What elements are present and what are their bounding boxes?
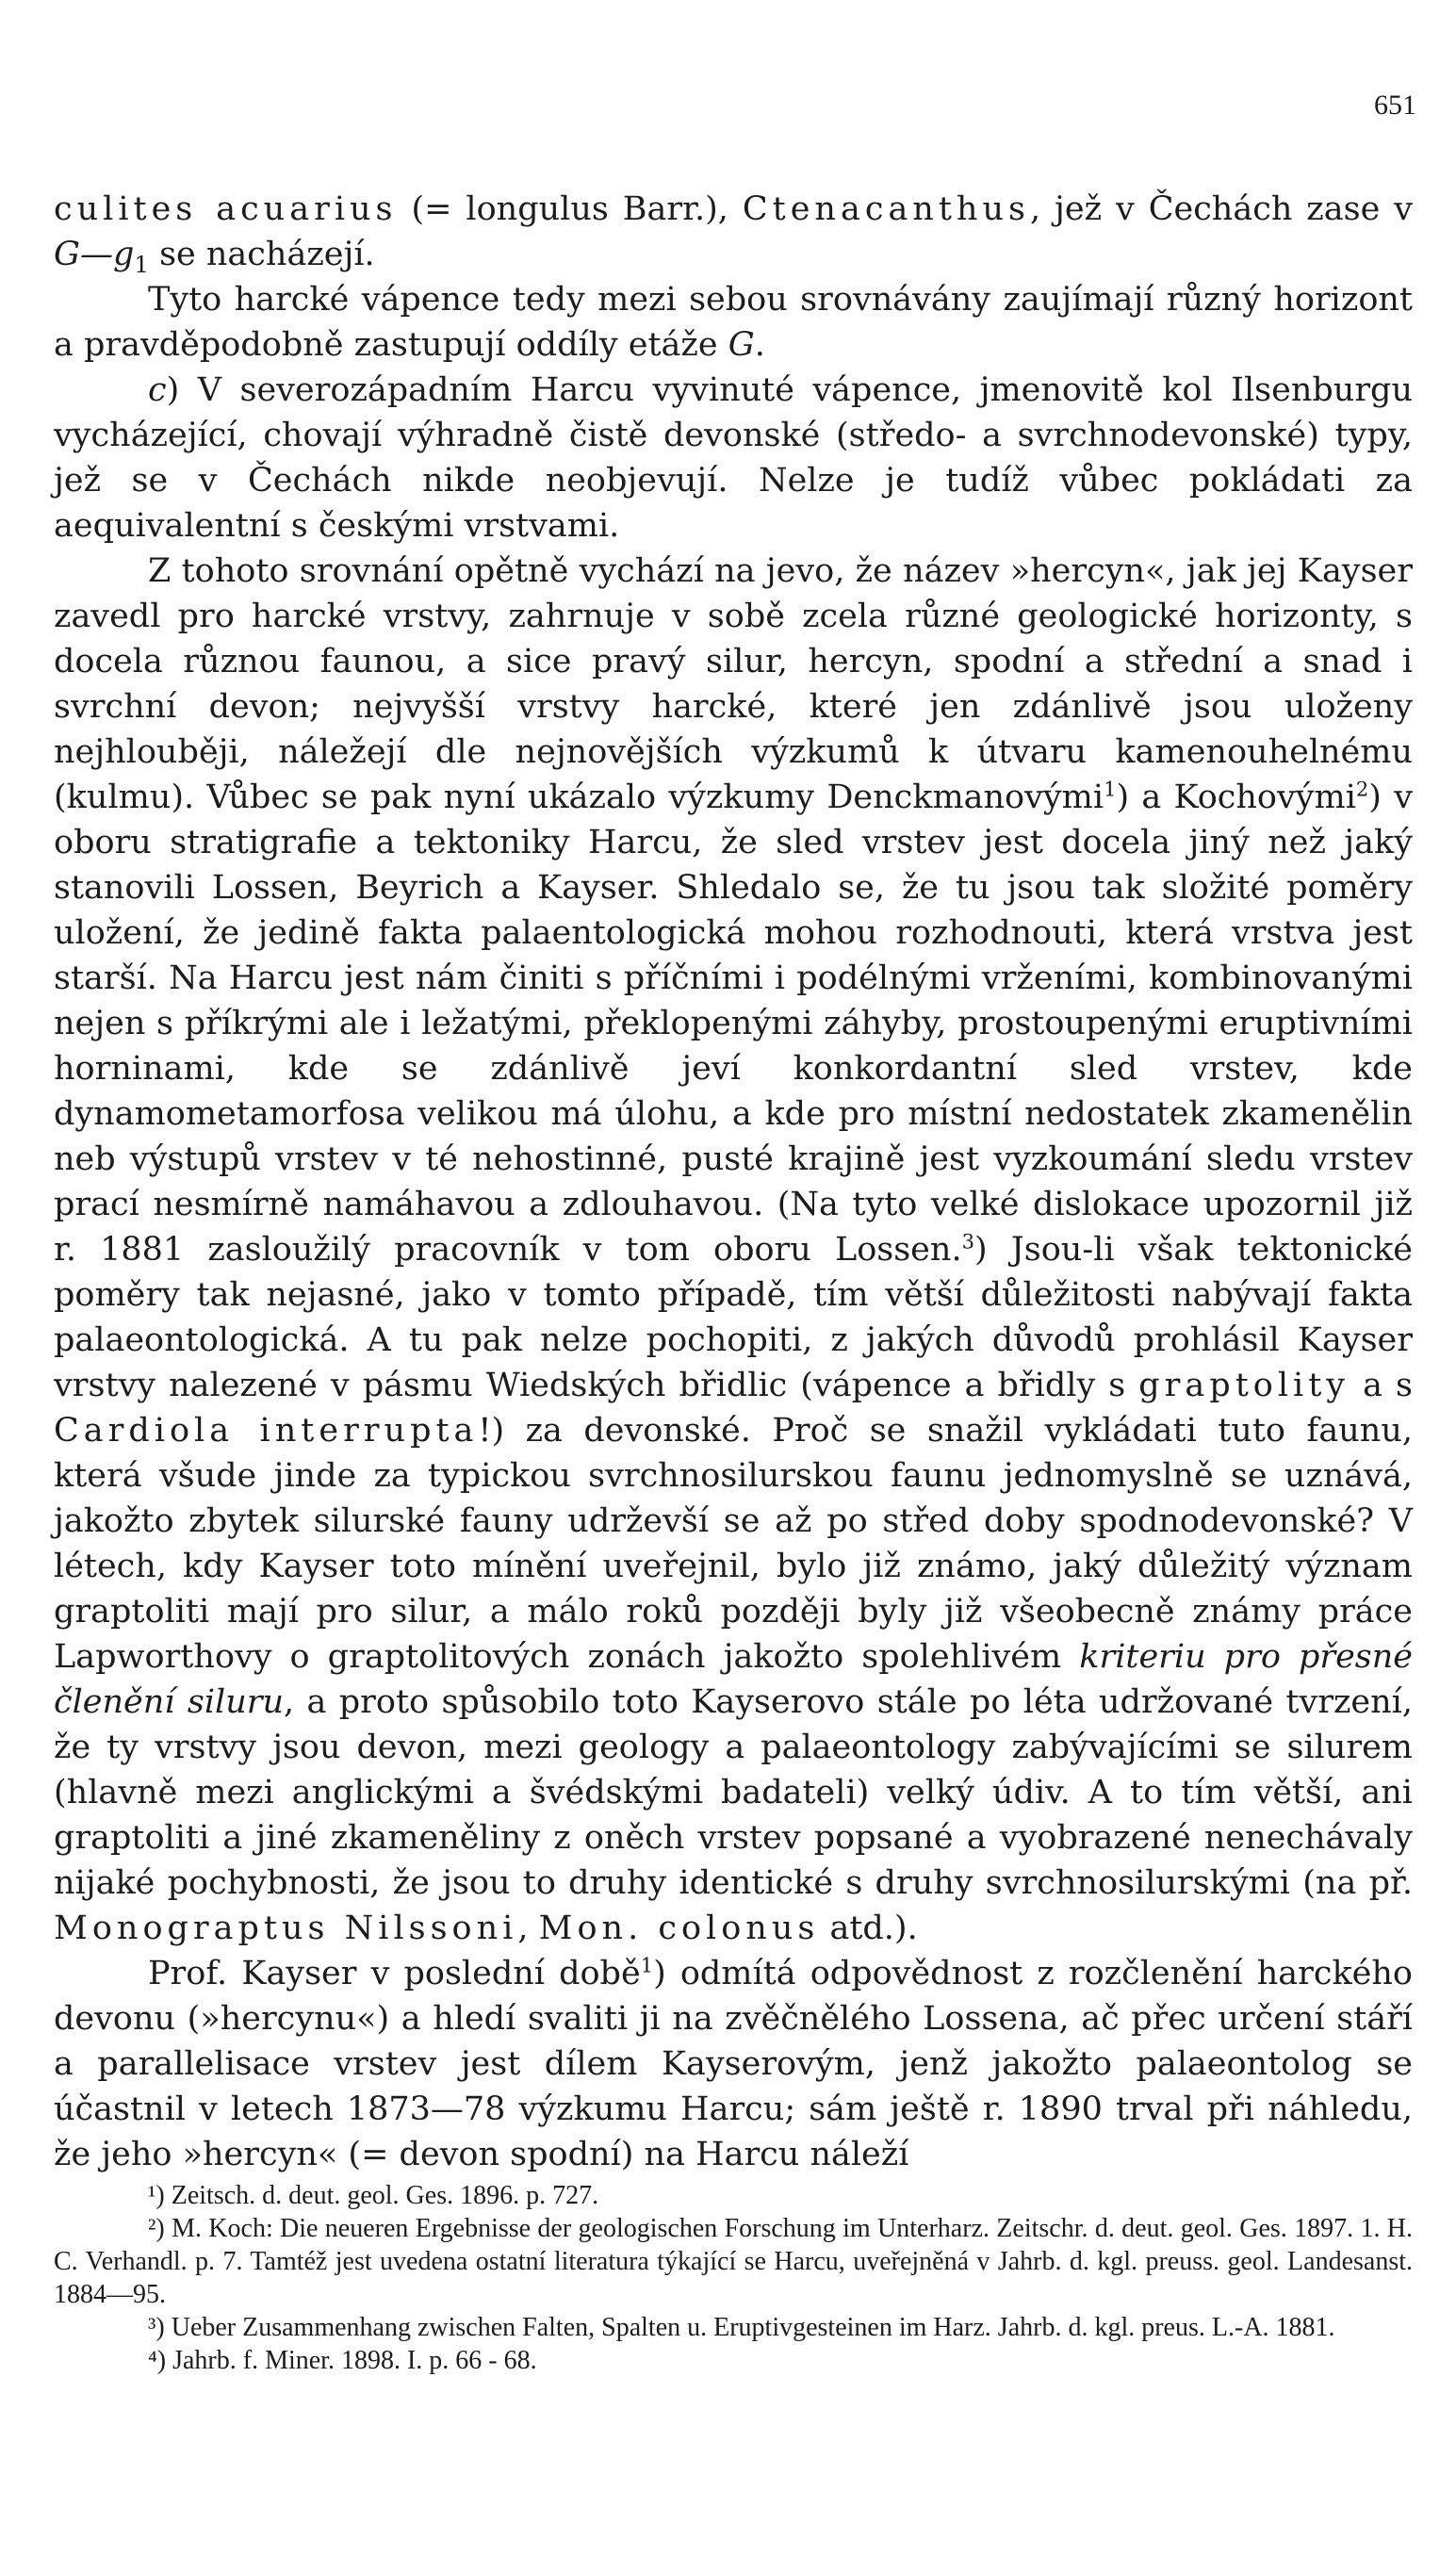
paragraph: Prof. Kayser v poslední době$^1$) odmítá odpovědnost z rozčlenění harckého devonu (»hercynu«) a hledí svaliti ji na zvěčnělého Lossena, ač přec určení stáří a parallelisace vrstev jest dílem Kayserovým, jenž jakožto palaeontolog se účastnil v letech 1873—78 výzkumu Harcu; sám ještě r. 1890 trval při náhledu, že jeho »hercyn« (= devon spodní) na Harcu náleží <box>54 1954 1414 2173</box>
main-text <box>54 187 1413 2177</box>
footnote: ¹) Zeitsch. d. deut. geol. Ges. 1896. p. 727. <box>148 2181 599 2210</box>
paragraph: c) V severozápadním Harcu vyvinuté vápence, jmenovitě kol Ilsenburgu vycházející, chovají výhradně čistě devonské (středo- a svrchnodevonské) typy, jež se v Čechách nikde neobjevují. Nelze je tudíž vůbec pokládati za aequivalentní s českými vrstvami. <box>54 371 1413 545</box>
paragraph: Z tohoto srovnání opětně vychází na jevo, že název »hercyn«, jak jej Kayser zavedl pro harcké vrstvy, zahrnuje v sobě zcela různé geologické horizonty, s docela různou faunou, a sice pravý silur, hercyn, spodní a střední a snad i svrchní devon; nejvyšší vrstvy harcké, které jen zdánlivě jsou uloženy nejhlouběji, náležejí dle nejnovějších výzkumů k útvaru kamenouhelnému (kulmu). Vůbec se pak nyní ukázalo výzkumy Denckmanovými$^1$) a Kochovými$^2$) v oboru stratigrafie a tektoniky Harcu, že sled vrstev jest docela jiný než jaký stanovili Lossen, Beyrich a Kayser. Shledalo se, že tu jsou tak složité poměry uložení, že jedině fakta palaentologická mohou rozhodnouti, která vrstva jest starší. Na Harcu jest nám činiti s příčními i podélnými vrženími, kombinovanými nejen s příkrými ale i ležatými, překlopenými záhyby, prostoupenými eruptivními horninami, kde se zdánlivě jeví konkordantní sled vrstev, kde dynamometamorfosa velikou má úlohu, a kde pro místní nedostatek zkamenělin neb výstupů vrstev v té nehostinné, pusté krajině jest vyzkoumání sledu vrstev prací nesmírně namáhavou a zdlouhavou. (Na tyto velké dislokace upozornil již r. 1881 zasloužilý pracovník v tom oboru Lossen.$^3$) Jsou-li však tektonické poměry tak nejasné, jako v tomto případě, tím větší důležitosti nabývají fakta palaeontologická. A tu pak nelze pochopiti, z jakých důvodů prohlásil Kayser vrstvy nalezené v pásmu Wiedských břidlic (vápence a břidly s graptolity a s Cardiola interrupta!) za devonské. Proč se snažil vykládati tuto faunu, která všude jinde za typickou svrchnosilurskou faunu jednomyslně se uznává, jakožto zbytek silurské fauny udrževší se až po střed doby spodnodevonské? V létech, kdy Kayser toto mínění uveřejnil, bylo již známo, jaký důležitý význam graptoliti mají pro silur, a málo roků později byly již všeobecně známy práce Lapworthovy o graptolitových zonách jakožto spolehlivém kriteriu pro přesné členění siluru, a proto spůsobilo toto Kayserovo stále po léta udržované tvrzení, že ty vrstvy jsou devon, mezi geology a palaeontology zabývajícími se silurem (hlavně mezi anglickými a švédskými badateli) velký údiv. A to tím větší, ani graptoliti a jiné zkameněliny z oněch vrstev popsané a vyobrazené nenechávaly nijaké pochybnosti, že jsou to druhy identické s druhy svrchnosilurskými (na př. Monograptus Nilssoni, Mon. colonus atd.). <box>54 552 1414 1947</box>
footnote-ref: 1 <box>1104 778 1117 801</box>
paragraph: Tyto harcké vápence tedy mezi sebou srovnávány zaujímají různý horizont a pravděpodobně zastupují oddíly etáže G. <box>54 281 1413 364</box>
footnote: ²) M. Koch: Die neueren Ergebnisse der geologischen Forschung im Unterharz. Zeitschr. d. deut. geol. Ges. 1897. 1. H. C. Verhandl. p. 7. Tamtéž jest uvedena ostatní literatura týkající se Harcu, uveřejněná v Jahrb. d. kgl. preuss. geol. Landesanst. 1884—95. <box>54 2214 1413 2309</box>
footnote: ³) Ueber Zusammenhang zwischen Falten, Spalten u. Eruptivgesteinen im Harz. Jahrb. d. kgl. preus. L.-A. 1881. <box>148 2313 1335 2342</box>
footnote-ref: 3 <box>961 1230 974 1254</box>
footnote-ref: 1 <box>640 1954 654 1977</box>
page-number: 651 <box>1374 90 1416 121</box>
species-name: culites acuarius <box>54 190 398 228</box>
footnote: ⁴) Jahrb. f. Miner. 1898. I. p. 66 - 68. <box>148 2346 537 2375</box>
footnote-ref: 2 <box>1355 778 1369 801</box>
paragraph-continuation: culites acuarius (= longulus Barr.), Ctenacanthus, jež v Čechách zase v $G—g_1$ se nacházejí. <box>54 190 1414 278</box>
footnotes <box>54 2179 1413 2377</box>
genus-name: Ctenacanthus <box>742 190 1030 228</box>
